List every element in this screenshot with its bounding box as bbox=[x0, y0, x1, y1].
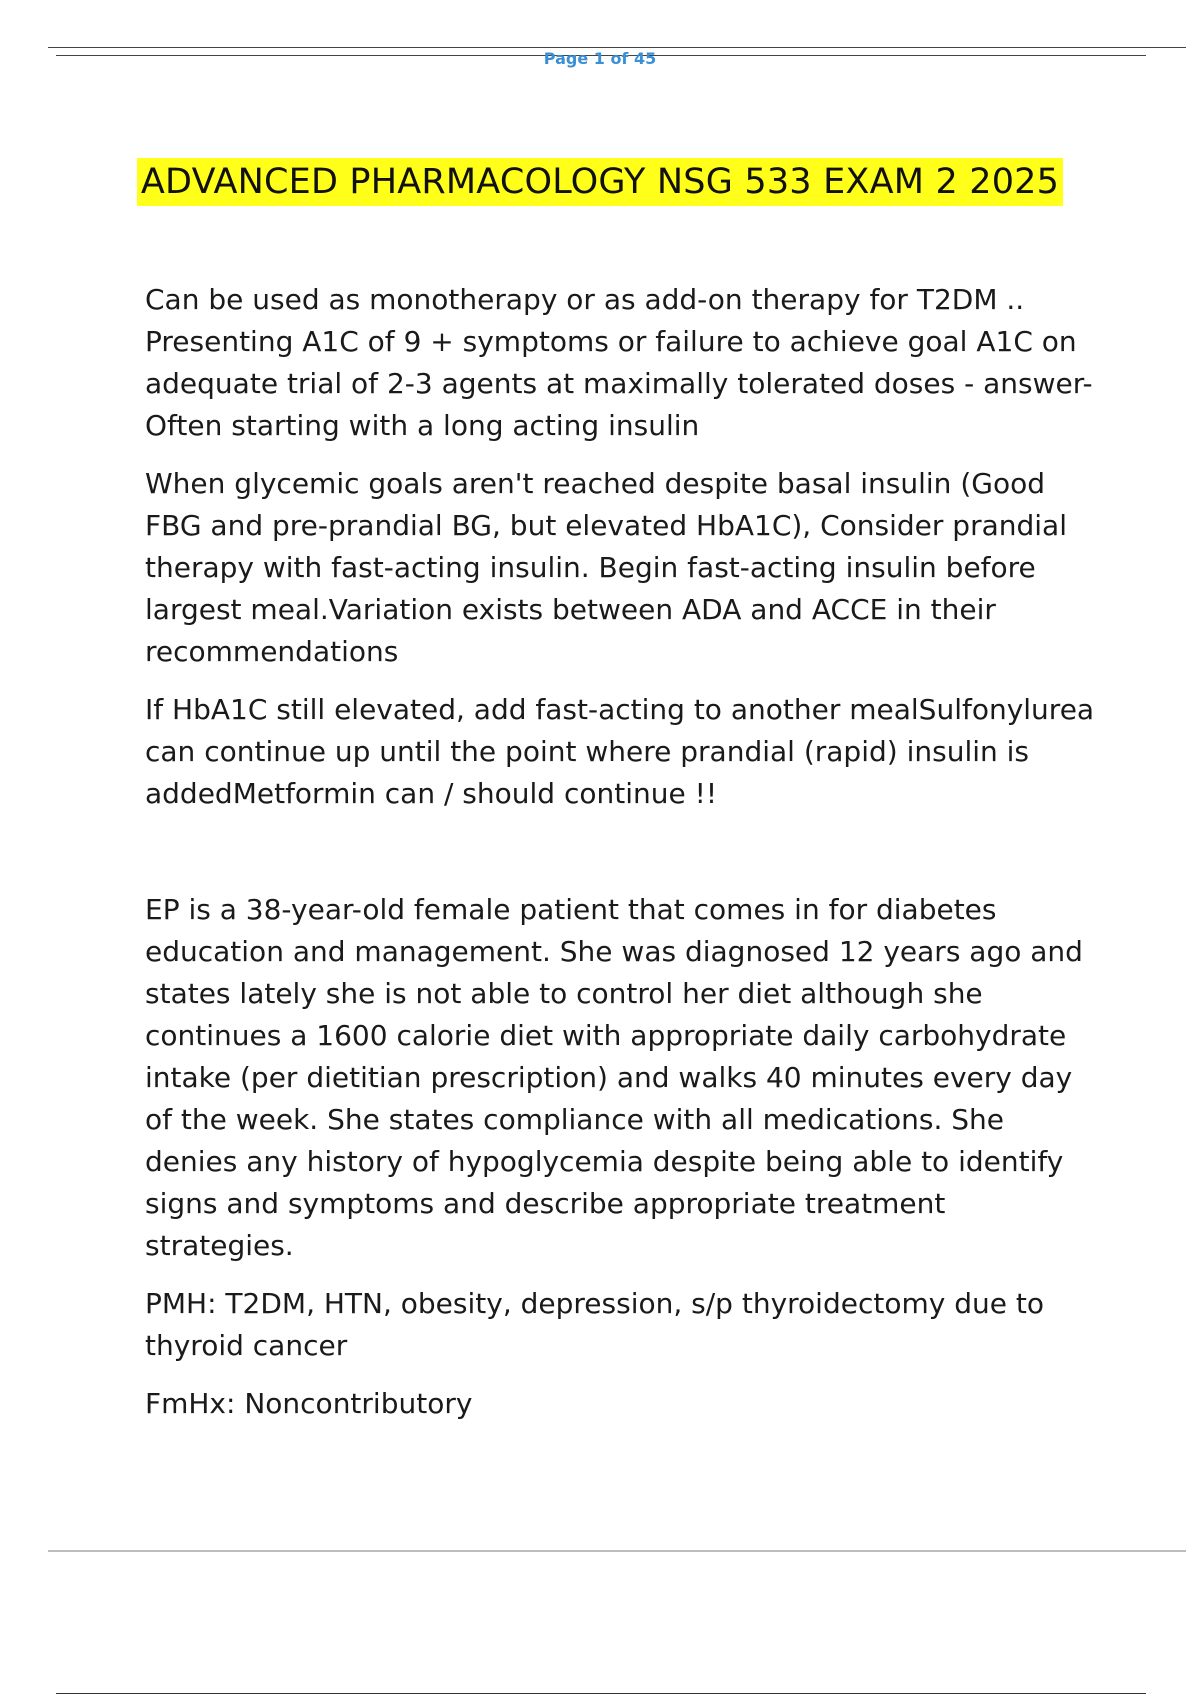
paragraph-fast-acting: If HbA1C still elevated, add fast-acting to another mealSulfonylurea can continue up until the point where prandial (rapid) insulin is addedMetformin can / should continue !! bbox=[145, 693, 1095, 810]
bottom-rule bbox=[56, 1693, 1146, 1694]
paragraph-case-ep: EP is a 38-year-old female patient that comes in for diabetes education and management. She was diagnosed 12 years ago and states lately she is not able to control her diet although she continues a 1600 calorie diet with appropriate daily carbohydrate intake (per dietitian prescription) and walks 40 minutes every day of the week. She states compliance with all medications. She denies any history of hypoglycemia despite being able to identify signs and symptoms and describe appropriate treatment strategies. bbox=[145, 893, 1083, 1262]
document-body bbox=[145, 279, 1095, 1441]
paragraph-fmhx: FmHx: Noncontributory bbox=[145, 1387, 473, 1420]
paragraph-prandial-therapy: When glycemic goals aren't reached despite basal insulin (Good FBG and pre-prandial BG, but elevated HbA1C), Consider prandial therapy with fast-acting insulin. Begin fast-acting insulin before largest meal.Variation exists between ADA and ACCE in their recommendations bbox=[145, 467, 1067, 668]
paragraph-insulin-indication: Can be used as monotherapy or as add-on therapy for T2DM .. Presenting A1C of 9 + symptoms or failure to achieve goal A1C on adequate trial of 2-3 agents at maximally tolerated doses - answer-Often starting with a long acting insulin bbox=[145, 283, 1093, 442]
paragraph-pmh: PMH: T2DM, HTN, obesity, depression, s/p thyroidectomy due to thyroid cancer bbox=[145, 1287, 1044, 1362]
document-title: ADVANCED PHARMACOLOGY NSG 533 EXAM 2 2025 bbox=[137, 158, 1063, 206]
header-rule-outer bbox=[48, 47, 1186, 48]
title-container bbox=[0, 158, 1200, 206]
page-number: Page 1 of 45 bbox=[543, 49, 657, 68]
footer-divider bbox=[48, 1550, 1186, 1552]
